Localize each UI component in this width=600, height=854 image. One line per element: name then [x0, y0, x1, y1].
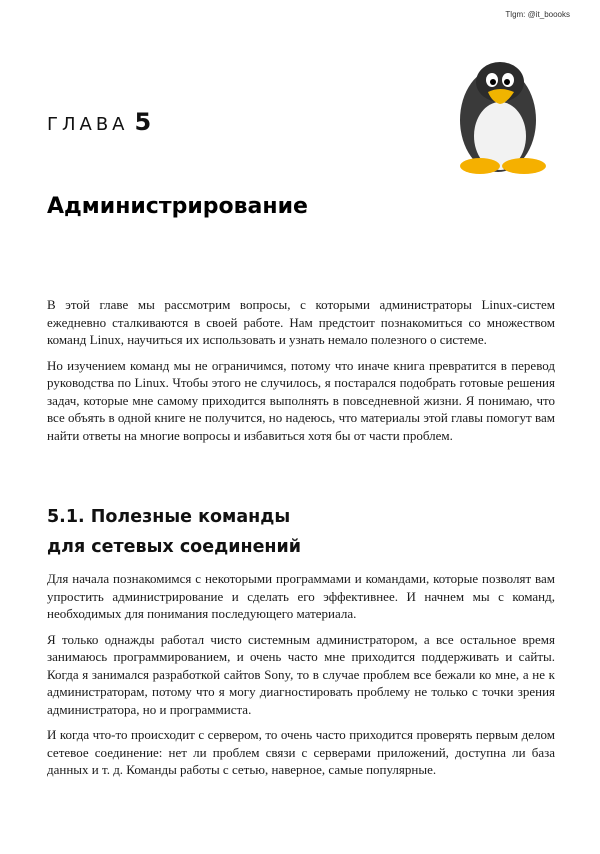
section-heading-line2: для сетевых соединений — [47, 537, 302, 557]
watermark: Tlgm: @it_boooks — [505, 10, 570, 19]
intro-paragraph: В этой главе мы рассмотрим вопросы, с которыми администраторы Linux-систем ежедневно сталкиваются в своей работе. Нам предстоит познакомиться со множеством команд Linux, научиться их использовать и узнать немало полезного о системе. — [47, 297, 555, 347]
chapter-title: Администрирование — [47, 194, 308, 219]
section-paragraph: И когда что-то происходит с сервером, то очень часто приходится проверять первым делом сетевое соединение: нет ли проблем связи с серверами приложений, доступна ли база данных и т. д. Команды работы с сетью, наверное, самые популярные. — [47, 727, 555, 777]
section-heading — [47, 502, 555, 562]
section-text — [47, 570, 555, 787]
section-heading-line1: 5.1. Полезные команды — [47, 507, 291, 527]
chapter-number: 5 — [134, 108, 152, 136]
intro-paragraph: Но изучением команд мы не ограничимся, потому что иначе книга превратится в перевод руководства по Linux. Чтобы этого не случилось, я постарался подобрать готовые решения задач, которые мне самому приходится выполнять в повседневной жизни. Я понимаю, что все объять в одной книге не получится, но надеюсь, что материалы этой главы помогут вам найти ответы на многие вопросы и избавиться хотя бы от части проблем. — [47, 357, 555, 443]
section-paragraph: Для начала познакомимся с некоторыми программами и командами, которые позволят вам упростить администрирование и сделать его эффективнее. И начнем мы с команд, необходимых для понимания последующего материала. — [47, 571, 555, 621]
chapter-label-text: ГЛАВА — [47, 114, 129, 135]
chapter-label — [47, 108, 151, 136]
section-paragraph: Я только однажды работал чисто системным администратором, а все остальное время занимаюсь программированием, и очень часто мне приходится поддерживать и сайты. Когда я занимался разработкой сайтов Sony, то в случае проблем все бежали ко мне, а не к администраторам, потому что я могу диагностировать проблему не только с точки зрения администратора, но и программиста. — [47, 631, 555, 717]
tux-penguin-icon — [440, 58, 560, 176]
intro-text — [47, 296, 555, 452]
